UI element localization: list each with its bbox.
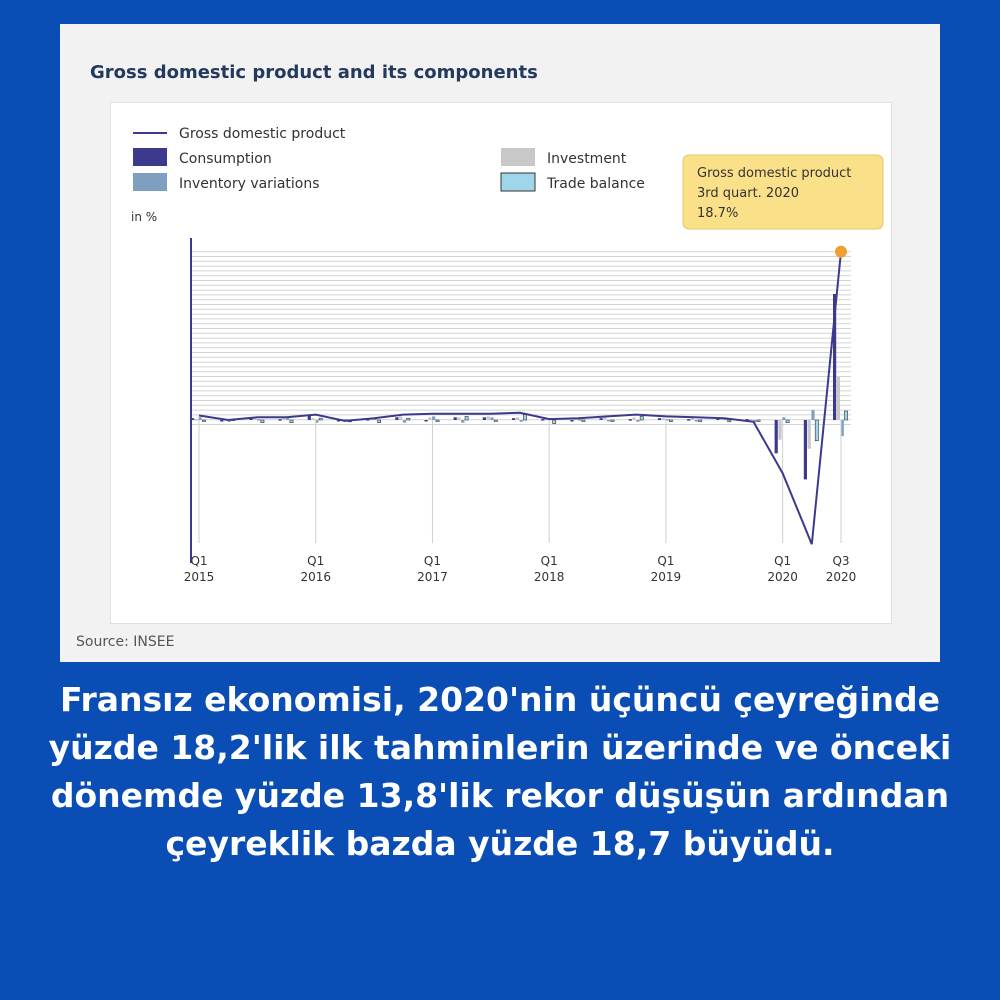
legend-label-inventory: Inventory variations bbox=[179, 176, 320, 192]
bar-investment bbox=[808, 420, 811, 449]
bar-consumption bbox=[395, 417, 398, 420]
bar-trade bbox=[261, 420, 264, 423]
bar-inventory bbox=[607, 420, 610, 422]
bar-consumption bbox=[220, 420, 223, 422]
x-tick-year: 2017 bbox=[417, 570, 448, 584]
bar-consumption bbox=[512, 418, 515, 420]
gdp-polyline bbox=[199, 252, 841, 545]
bar-consumption bbox=[658, 418, 661, 420]
bar-consumption bbox=[191, 418, 194, 420]
bars bbox=[191, 294, 848, 479]
bar-trade bbox=[465, 416, 468, 420]
legend-label-trade: Trade balance bbox=[547, 176, 645, 192]
bar-trade bbox=[728, 420, 731, 422]
bar-trade bbox=[669, 420, 672, 422]
bar-consumption bbox=[570, 420, 573, 422]
x-tick-quarter: Q1 bbox=[657, 554, 675, 568]
x-tick-quarter: Q1 bbox=[774, 554, 792, 568]
bar-trade bbox=[523, 415, 526, 420]
caption-text: Fransız ekonomisi, 2020'nin üçüncü çeyreğinde yüzde 18,2'lik ilk tahminlerin üzerinde ve önceki dönemde yüzde 13,8'lik rekor düşüşün ardından çeyreklik bazda yüzde 18,7 büyüdü. bbox=[48, 680, 952, 863]
bar-trade bbox=[757, 420, 760, 422]
bar-inventory bbox=[578, 419, 581, 421]
bar-investment bbox=[837, 377, 840, 420]
bar-consumption bbox=[629, 419, 632, 421]
bar-inventory bbox=[520, 420, 523, 422]
bar-investment bbox=[603, 417, 606, 420]
bar-trade bbox=[378, 420, 381, 423]
plot-area bbox=[110, 102, 892, 624]
bar-trade bbox=[786, 420, 789, 423]
bar-investment bbox=[662, 418, 665, 420]
tooltip-line-1: Gross domestic product bbox=[697, 166, 852, 181]
x-tick-quarter: Q1 bbox=[540, 554, 558, 568]
gdp-highlight-point bbox=[835, 246, 847, 258]
bar-consumption bbox=[483, 417, 486, 420]
bar-inventory bbox=[811, 410, 814, 420]
x-tick-year: 2015 bbox=[183, 570, 215, 584]
gridlines bbox=[191, 238, 851, 563]
bar-consumption bbox=[541, 419, 544, 421]
x-tick-year: 2020 bbox=[767, 570, 798, 584]
legend bbox=[133, 126, 645, 192]
tooltip bbox=[683, 155, 883, 229]
bar-trade bbox=[553, 420, 556, 424]
x-tick-quarter: Q3 bbox=[832, 554, 850, 568]
bar-inventory bbox=[461, 420, 464, 423]
bar-consumption bbox=[425, 420, 428, 422]
bar-inventory bbox=[403, 420, 406, 423]
x-tick-year: 2020 bbox=[825, 570, 857, 584]
bar-consumption bbox=[687, 419, 690, 421]
bar-investment bbox=[399, 416, 402, 420]
x-tick-year: 2019 bbox=[650, 570, 682, 584]
bar-trade bbox=[202, 420, 205, 422]
bar-trade bbox=[844, 411, 847, 420]
bar-trade bbox=[815, 420, 818, 441]
bar-consumption bbox=[454, 417, 457, 420]
x-tick-quarter: Q1 bbox=[190, 554, 208, 568]
bar-inventory bbox=[695, 420, 698, 422]
bar-trade bbox=[407, 418, 410, 420]
tooltip-line-3: 18.7% bbox=[697, 206, 739, 221]
bar-trade bbox=[494, 420, 497, 422]
bar-trade bbox=[699, 420, 702, 422]
legend-swatch-inventory bbox=[133, 173, 167, 191]
chart-card bbox=[60, 24, 940, 662]
bar-consumption bbox=[804, 420, 807, 479]
bar-trade bbox=[640, 416, 643, 420]
bar-inventory bbox=[199, 417, 202, 420]
legend-swatch-trade bbox=[501, 173, 535, 191]
bar-investment bbox=[516, 417, 519, 420]
bar-consumption bbox=[600, 418, 603, 420]
gdp-chart-svg bbox=[111, 103, 891, 623]
bar-inventory bbox=[636, 420, 639, 422]
chart-title: Gross domestic product and its components bbox=[90, 62, 538, 83]
bar-inventory bbox=[432, 416, 435, 420]
bar-inventory bbox=[782, 417, 785, 420]
legend-label-consumption: Consumption bbox=[179, 151, 272, 167]
legend-label-investment: Investment bbox=[547, 151, 627, 167]
x-tick-quarter: Q1 bbox=[307, 554, 325, 568]
bar-inventory bbox=[490, 417, 493, 420]
bar-investment bbox=[312, 418, 315, 420]
bar-investment bbox=[195, 419, 198, 421]
legend-swatch-investment bbox=[501, 148, 535, 166]
bar-inventory bbox=[286, 418, 289, 420]
bar-investment bbox=[778, 420, 781, 440]
bar-investment bbox=[457, 417, 460, 420]
x-tick-quarter: Q1 bbox=[423, 554, 442, 568]
x-tick-year: 2018 bbox=[533, 570, 565, 584]
bar-inventory bbox=[257, 419, 260, 421]
bar-investment bbox=[487, 416, 490, 420]
y-axis-label: in % bbox=[131, 210, 158, 224]
x-tick-year: 2016 bbox=[300, 570, 332, 584]
bar-trade bbox=[436, 420, 439, 422]
bar-trade bbox=[319, 418, 322, 420]
bar-investment bbox=[428, 417, 431, 420]
bar-trade bbox=[582, 420, 585, 422]
tooltip-line-2: 3rd quart. 2020 bbox=[697, 186, 800, 201]
legend-swatch-consumption bbox=[133, 148, 167, 166]
bar-consumption bbox=[775, 420, 778, 453]
bar-consumption bbox=[279, 419, 282, 421]
bar-investment bbox=[633, 417, 636, 420]
bar-trade bbox=[290, 420, 293, 423]
legend-label-gdp: Gross domestic product bbox=[179, 126, 346, 142]
source-note: Source: INSEE bbox=[76, 634, 175, 650]
x-axis bbox=[184, 420, 857, 584]
bar-trade bbox=[611, 420, 614, 422]
